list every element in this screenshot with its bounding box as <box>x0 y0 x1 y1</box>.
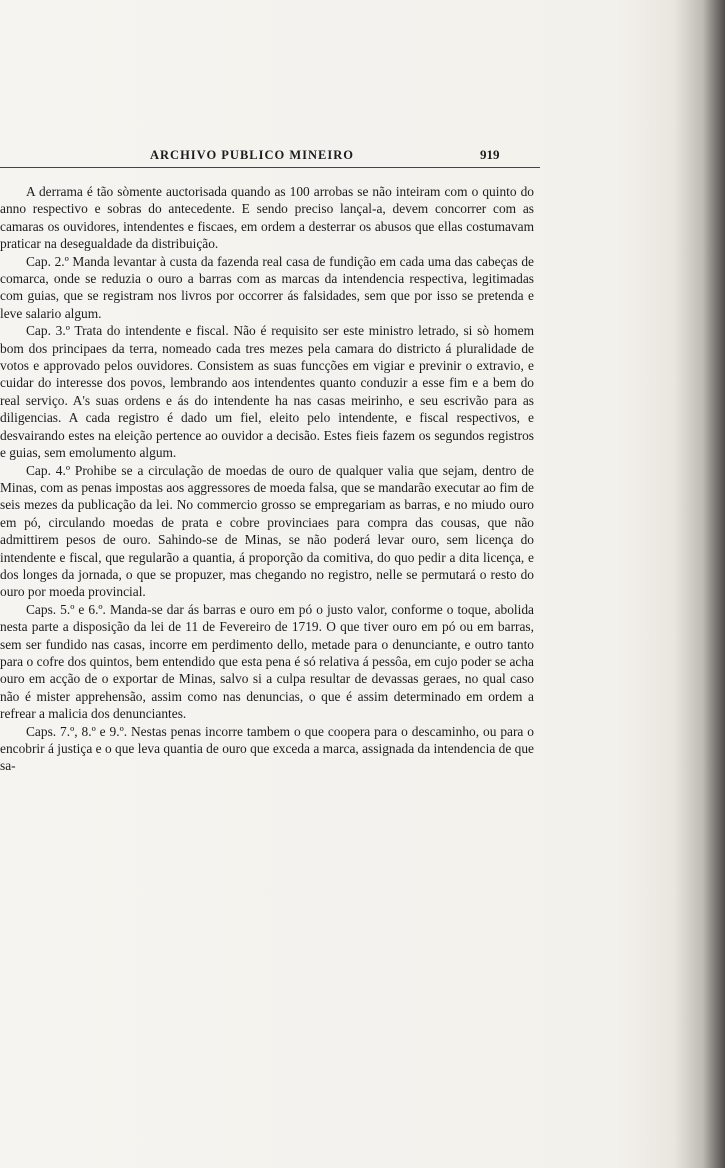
paragraph-cap-2: Cap. 2.º Manda levantar à custa da fazenda real casa de fundição em cada uma das cabeças de comarca, onde se reduzia o ouro a barras com as marcas da intendencia respectiva, legitimadas com guias, que se registram nos livros por occorrer ás falsidades, sem que por isso se pretenda e leve salario algum. <box>0 253 534 321</box>
body-text <box>0 183 534 775</box>
paragraph-caps-5-6: Caps. 5.º e 6.º. Manda-se dar ás barras e ouro em pó o justo valor, conforme o toque, abolida nesta parte a disposição da lei de 11 de Fevereiro de 1719. O que tiver ouro em pó ou em barras, sem ser fundido nas casas, incorre em perdimento dello, metade para o denunciante, e outro tanto para o cofre dos quintos, bem entendido que esta pena é só relativa á pessôa, em cujo poder se acha ouro em acção de o exportar de Minas, salvo si a culpa resultar de devassas geraes, no qual caso não é mister apprehensão, assim como nas denuncias, o que é assim determinado em ordem a refrear a malicia dos denunciantes. <box>0 601 534 722</box>
paragraph-cap-4: Cap. 4.º Prohibe se a circulação de moedas de ouro de qualquer valia que sejam, dentro de Minas, com as penas impostas aos aggressores de moeda falsa, que se mandarão executar ao fim de seis mezes da publicação da lei. No commercio grosso se empregariam as barras, e no miudo ouro em pó, circulando moedas de prata e cobre provinciaes para compra das cousas, que não admittirem pesos de ouro. Sahindo-se de Minas, se não poderá levar ouro, sem licença do intendente e fiscal, que regularão a quantia, á proporção da comitiva, do quo pedir a dita licença, e dos longes da jornada, o que se propuzer, mas chegando no registro, nelle se permutará o resto do ouro por moeda provincial. <box>0 462 534 600</box>
header-rule <box>0 167 540 168</box>
paragraph-cap-3: Cap. 3.º Trata do intendente e fiscal. Não é requisito ser este ministro letrado, si sò homem bom dos principaes da terra, nomeado cada tres mezes pela camara do districto á pluralidade de votos e approvado pelos ouvidores. Consistem as suas funcções em vigiar e previnir o extravio, e cuidar do interesse dos povos, lembrando aos intendentes quanto conduzir a esse fim e a bem do real serviço. A's suas ordens e ás do intendente ha nas casas meirinho, e seu escrivão para as diligencias. A cada registro é dado um fiel, eleito pelo intendente, e fiscal respectivos, e desvairando estes na eleição pertence ao ouvidor a decisão. Estes fieis fazem os segundos registros e guias, sem emolumento algum. <box>0 323 534 461</box>
page-edge-shadow <box>703 0 725 1168</box>
paragraph-derrama: A derrama é tão sòmente auctorisada quando as 100 arrobas se não inteiram com o quinto do anno respectivo e sobras do antecedente. E sendo preciso lançal-a, devem concorrer com as camaras os ouvidores, intendentes e fiscaes, em ordem a desterrar os abusos que ellas costumavam praticar na desegualdade da distribuição. <box>0 184 534 252</box>
paragraph-caps-7-9: Caps. 7.º, 8.º e 9.º. Nestas penas incorre tambem o que coopera para o descaminho, ou para o encobrir á justiça e o que leva quantia de ouro que exceda a marca, assignada da intendencia de que sa- <box>0 723 534 774</box>
page-number: 919 <box>480 147 500 162</box>
running-title: ARCHIVO PUBLICO MINEIRO <box>150 148 355 162</box>
page-header <box>0 146 540 168</box>
